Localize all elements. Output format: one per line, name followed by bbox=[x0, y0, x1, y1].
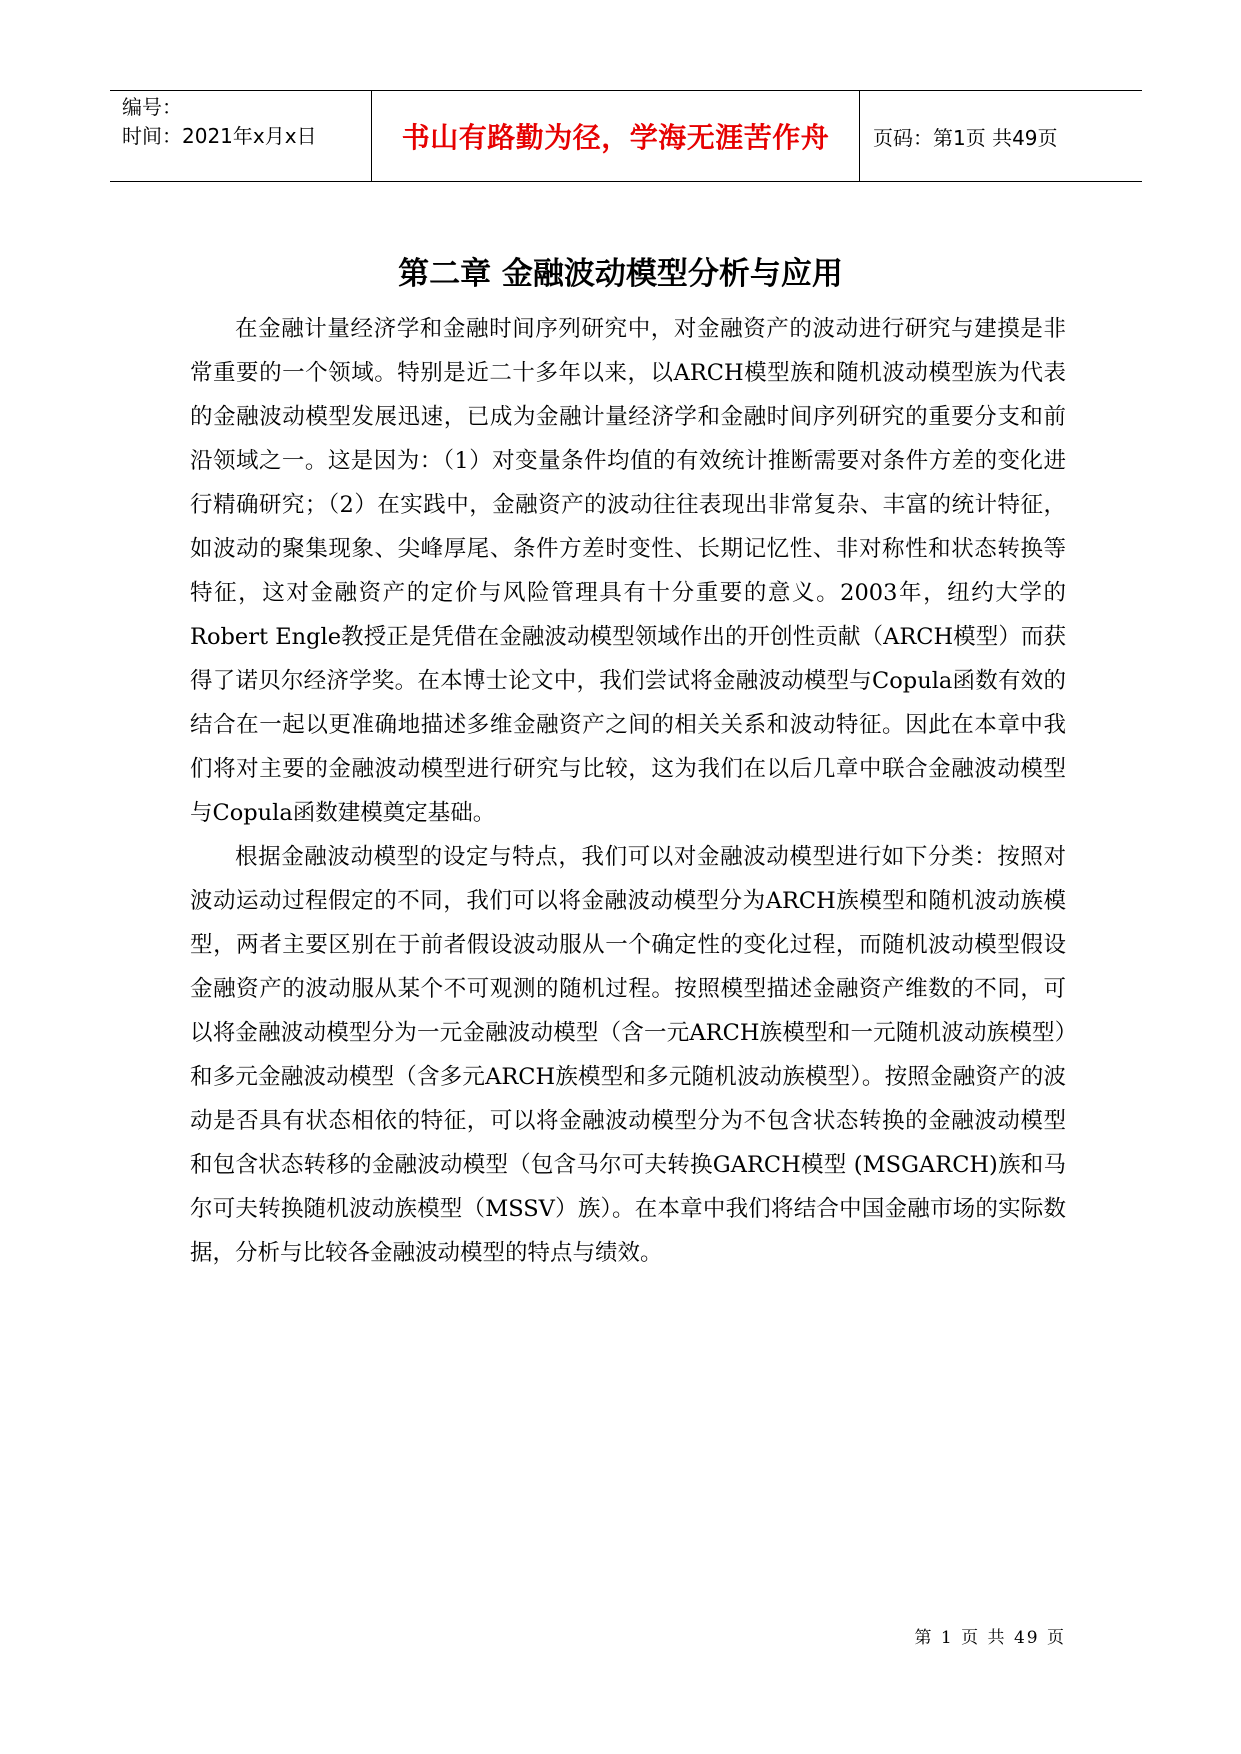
document-header bbox=[110, 90, 1142, 182]
motto: 书山有路勤为径，学海无涯苦作舟 bbox=[372, 91, 860, 181]
time-label: 时间：2021年x月x日 bbox=[122, 124, 317, 148]
footer-page-number: 第 1 页 共 49 页 bbox=[914, 1628, 1066, 1648]
paragraph-2: 根据金融波动模型的设定与特点，我们可以对金融波动模型进行如下分类：按照对波动运动过程假定的不同，我们可以将金融波动模型分为ARCH族模型和随机波动族模型，两者主要区别在于前者假设波动服从一个确定性的变化过程，而随机波动模型假设金融资产的波动服从某个不可观测的随机过程。按照模型描述金融资产维数的不同，可以将金融波动模型分为一元金融波动模型（含一元ARCH族模型和一元随机波动族模型）和多元金融波动模型（含多元ARCH族模型和多元随机波动族模型）。按照金融资产的波动是否具有状态相依的特征，可以将金融波动模型分为不包含状态转换的金融波动模型和包含状态转移的金融波动模型（包含马尔可夫转换GARCH模型 (MSGARCH)族和马尔可夫转换随机波动族模型（MSSV）族）。在本章中我们将结合中国金融市场的实际数据，分析与比较各金融波动模型的特点与绩效。 bbox=[190, 844, 1066, 1266]
document-body bbox=[190, 307, 1066, 1275]
header-page-label: 页码：第1页 共49页 bbox=[873, 125, 1058, 150]
number-label: 编号： bbox=[122, 95, 182, 119]
paragraph-1: 在金融计量经济学和金融时间序列研究中，对金融资产的波动进行研究与建摸是非常重要的一个领域。特别是近二十多年以来，以ARCH模型族和随机波动模型族为代表的金融波动模型发展迅速，已成为金融计量经济学和金融时间序列研究的重要分支和前沿领域之一。这是因为：（1）对变量条件均值的有效统计推断需要对条件方差的变化进行精确研究；（2）在实践中，金融资产的波动往往表现出非常复杂、丰富的统计特征，如波动的聚集现象、尖峰厚尾、条件方差时变性、长期记忆性、非对称性和状态转换等特征，这对金融资产的定价与风险管理具有十分重要的意义。2003年，纽约大学的Robert Engle教授正是凭借在金融波动模型领域作出的开创性贡献（ARCH模型）而获得了诺贝尔经济学奖。在本博士论文中，我们尝试将金融波动模型与Copula函数有效的结合在一起以更准确地描述多维金融资产之间的相关关系和波动特征。因此在本章中我们将对主要的金融波动模型进行研究与比较，这为我们在以后几章中联合金融波动模型与Copula函数建模奠定基础。 bbox=[190, 316, 1066, 826]
header-meta bbox=[110, 91, 372, 181]
chapter-title: 第二章 金融波动模型分析与应用 bbox=[398, 256, 843, 292]
